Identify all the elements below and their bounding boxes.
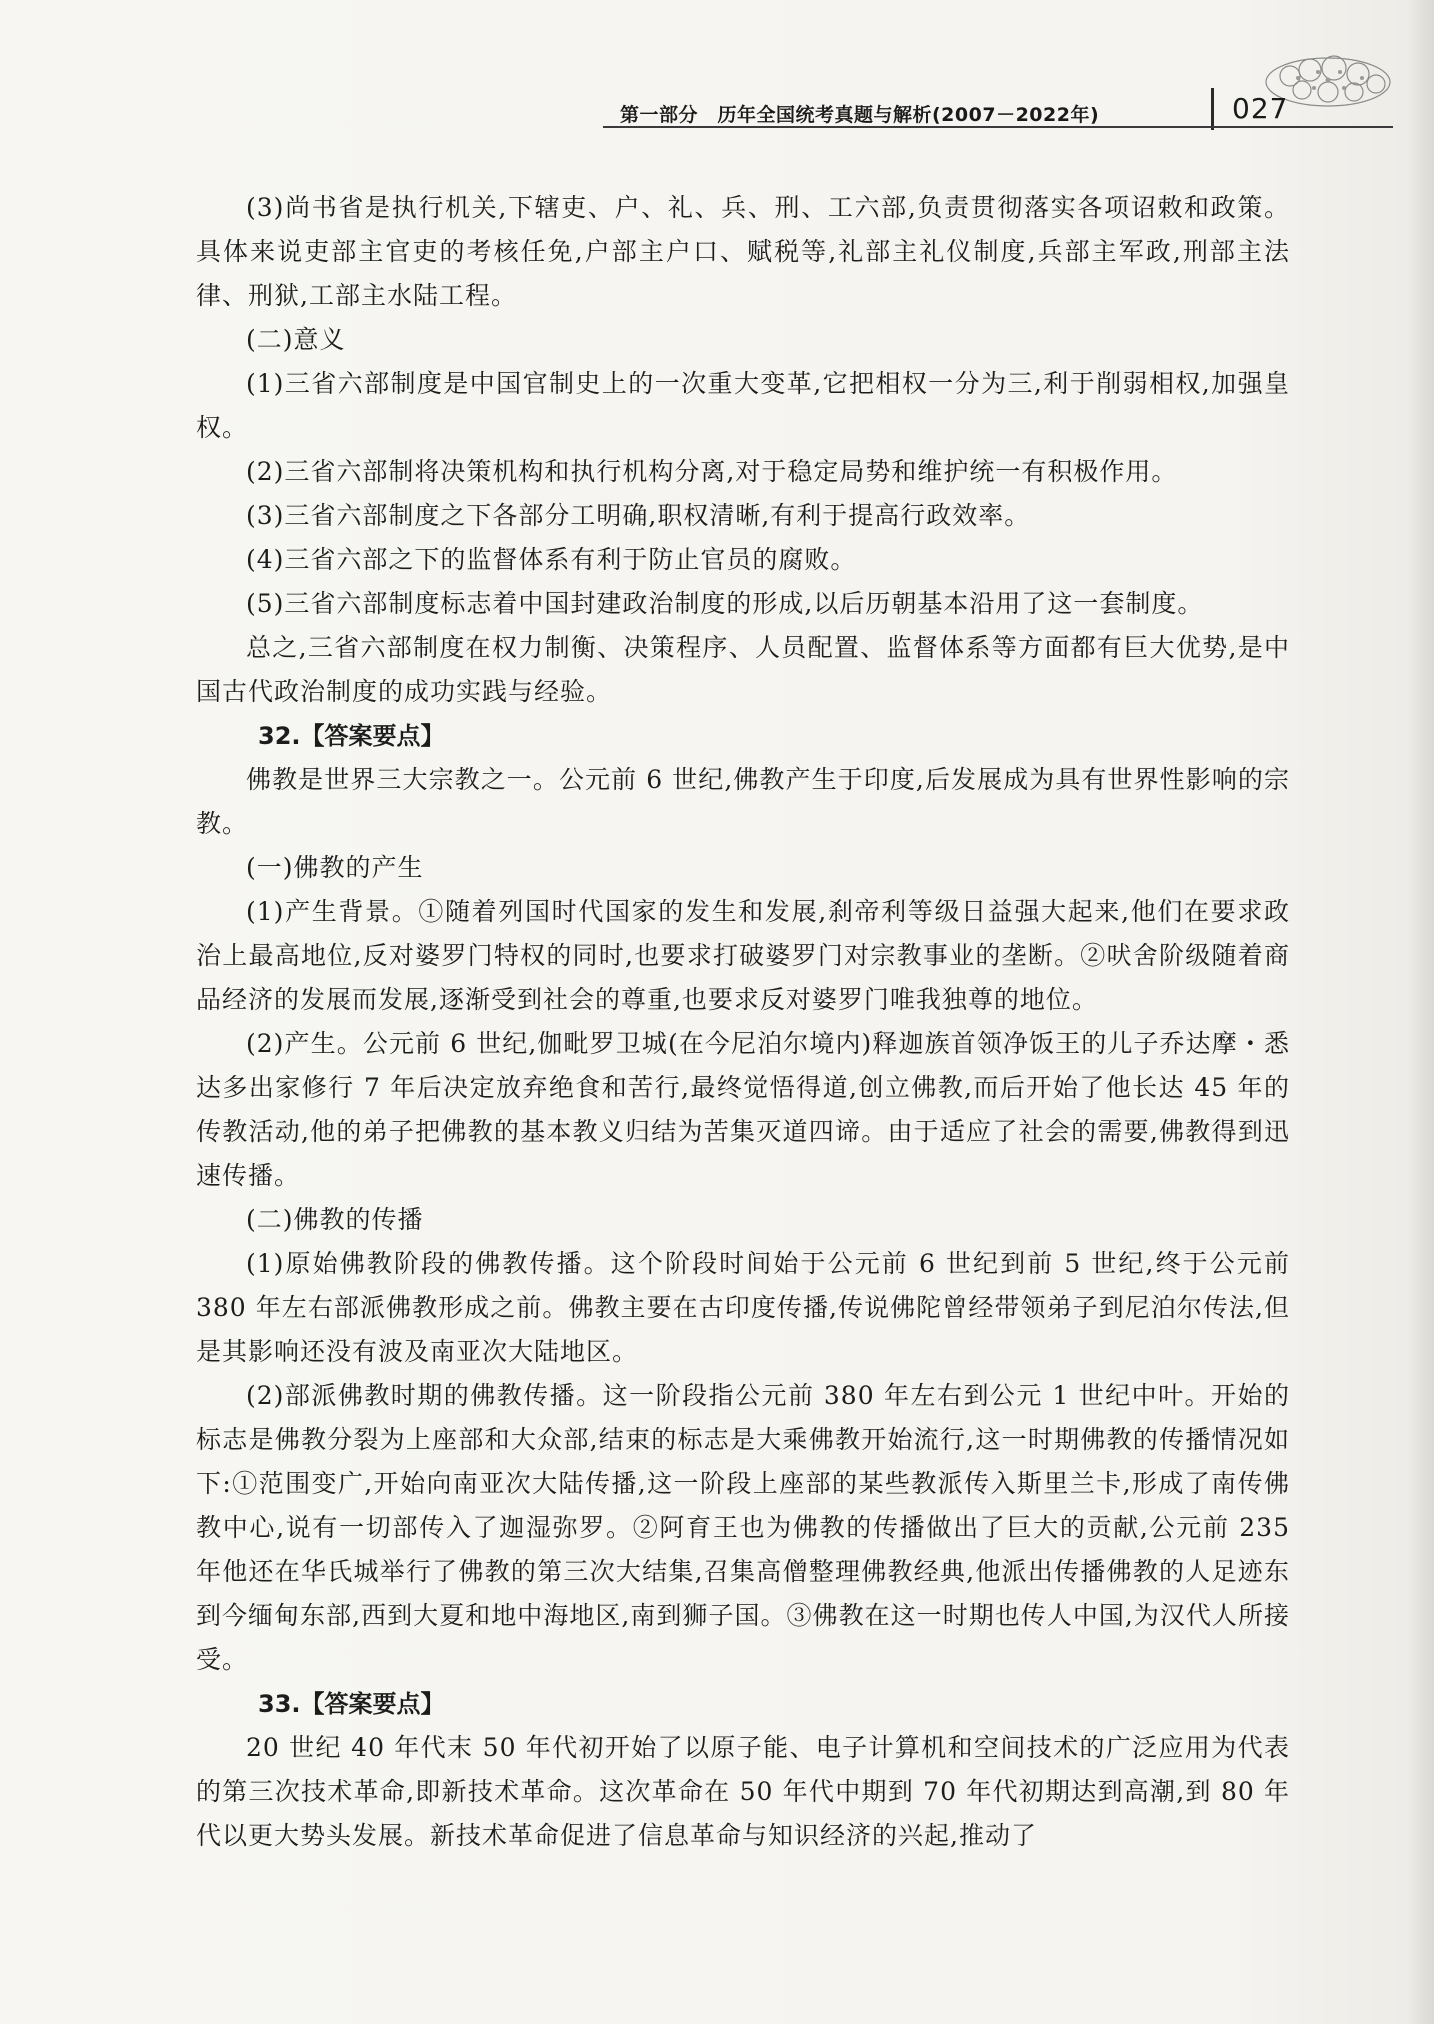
answer-heading: 33.【答案要点】 [258,1690,445,1718]
header-rule [603,126,1393,128]
paragraph: (2)三省六部制将决策机构和执行机构分离,对于稳定局势和维护统一有积极作用。 [246,457,1178,486]
paragraph: (4)三省六部之下的监督体系有利于防止官员的腐败。 [246,545,857,574]
paragraph: (1)产生背景。①随着列国时代国家的发生和发展,刹帝利等级日益强大起来,他们在要求政治上最高地位,反对婆罗门特权的同时,也要求打破婆罗门对宗教事业的垄断。②吠舍阶级随着商品经济的发展而发展,逐渐受到社会的尊重,也要求反对婆罗门唯我独尊的地位。 [196,897,1290,1014]
running-header [620,92,1320,136]
page-number: 027 [1232,92,1289,125]
paragraph: (2)部派佛教时期的佛教传播。这一阶段指公元前 380 年左右到公元 1 世纪中叶。开始的标志是佛教分裂为上座部和大众部,结束的标志是大乘佛教开始流行,这一时期佛教的传播情况如下:①范围变广,开始向南亚次大陆传播,这一阶段上座部的某些教派传入斯里兰卡,形成了南传佛教中心,说有一切部传入了迦湿弥罗。②阿育王也为佛教的传播做出了巨大的贡献,公元前 235 年他还在华氏城举行了佛教的第三次大结集,召集高僧整理佛教经典,他派出传播佛教的人足迹东到今缅甸东部,西到大夏和地中海地区,南到狮子国。③佛教在这一时期也传人中国,为汉代人所接受。 [196,1381,1290,1674]
header-divider [1211,88,1214,130]
paragraph: (3)尚书省是执行机关,下辖吏、户、礼、兵、刑、工六部,负责贯彻落实各项诏敕和政策。具体来说吏部主官吏的考核任免,户部主户口、赋税等,礼部主礼仪制度,兵部主军政,刑部主法律、刑狱,工部主水陆工程。 [196,193,1290,310]
paragraph: (1)三省六部制度是中国官制史上的一次重大变革,它把相权一分为三,利于削弱相权,加强皇权。 [196,369,1290,442]
paragraph: (3)三省六部制度之下各部分工明确,职权清晰,有利于提高行政效率。 [246,501,1031,530]
section-heading: (二)意义 [246,325,346,354]
paragraph: (5)三省六部制度标志着中国封建政治制度的形成,以后历朝基本沿用了这一套制度。 [246,589,1204,618]
paragraph: (2)产生。公元前 6 世纪,伽毗罗卫城(在今尼泊尔境内)释迦族首领净饭王的儿子乔达摩・悉达多出家修行 7 年后决定放弃绝食和苦行,最终觉悟得道,创立佛教,而后开始了他长达 45 年的传教活动,他的弟子把佛教的基本教义归结为苦集灭道四谛。由于适应了社会的需要,佛教得到迅速传播。 [196,1029,1290,1190]
paragraph: 20 世纪 40 年代末 50 年代初开始了以原子能、电子计算机和空间技术的广泛应用为代表的第三次技术革命,即新技术革命。这次革命在 50 年代中期到 70 年代初期达到高潮,到 80 年代以更大势头发展。新技术革命促进了信息革命与知识经济的兴起,推动了 [196,1733,1290,1850]
answer-heading: 32.【答案要点】 [258,722,445,750]
paragraph: (1)原始佛教阶段的佛教传播。这个阶段时间始于公元前 6 世纪到前 5 世纪,终于公元前 380 年左右部派佛教形成之前。佛教主要在古印度传播,传说佛陀曾经带领弟子到尼泊尔传法,但是其影响还没有波及南亚次大陆地区。 [196,1249,1290,1366]
section-heading: (一)佛教的产生 [246,853,424,882]
paragraph: 佛教是世界三大宗教之一。公元前 6 世纪,佛教产生于印度,后发展成为具有世界性影响的宗教。 [196,765,1290,838]
page-edge-shadow [1406,0,1434,2024]
paragraph: 总之,三省六部制度在权力制衡、决策程序、人员配置、监督体系等方面都有巨大优势,是中国古代政治制度的成功实践与经验。 [196,633,1290,706]
header-title: 第一部分 历年全国统考真题与解析(2007－2022年) [620,104,1100,126]
section-heading: (二)佛教的传播 [246,1205,424,1234]
body-text [196,186,1290,1858]
